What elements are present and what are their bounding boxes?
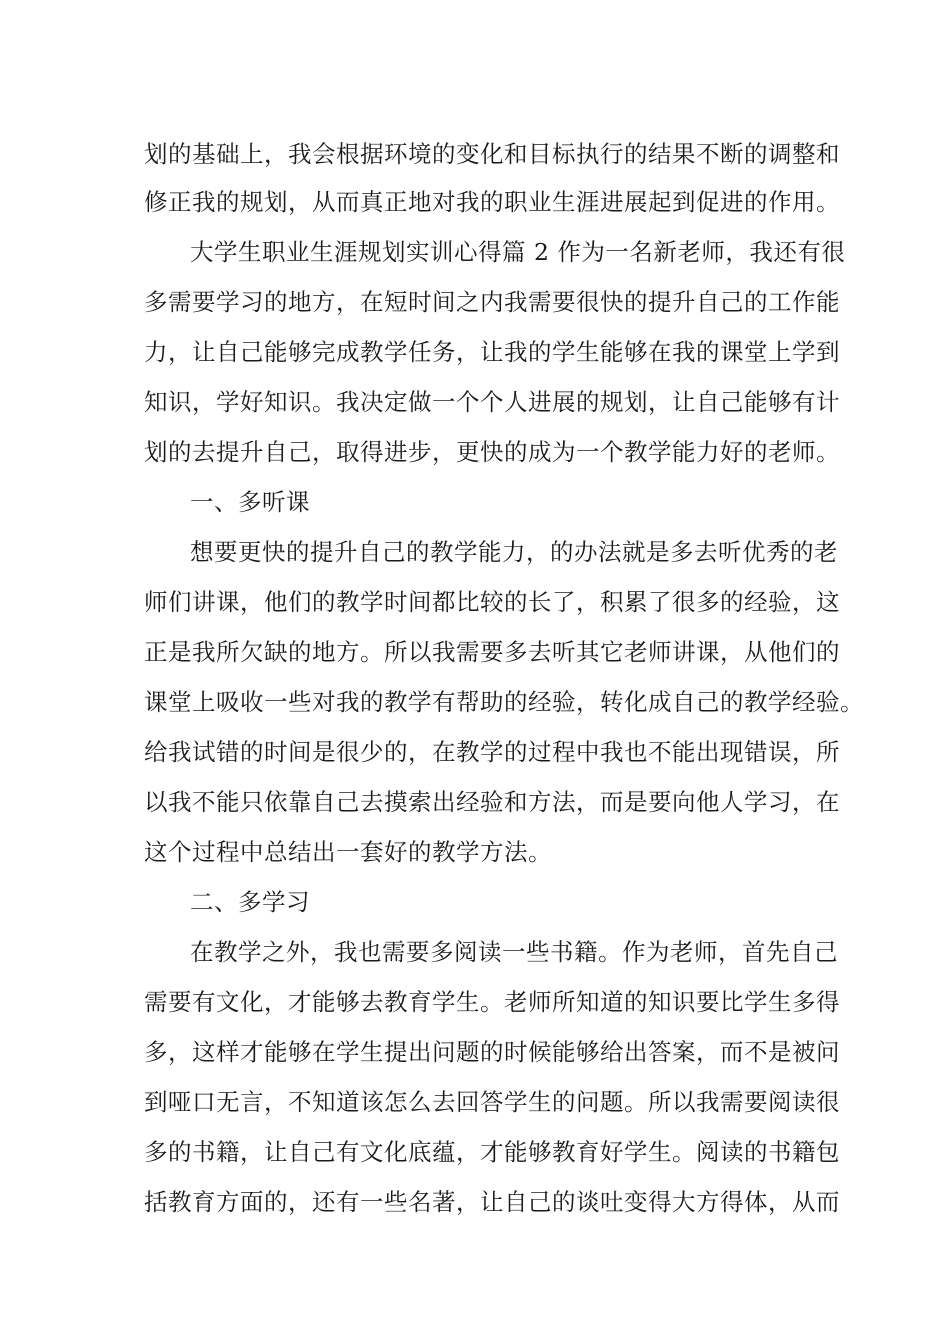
text-line: 正是我所欠缺的地方。所以我需要多去听其它老师讲课，从他们的	[144, 638, 840, 666]
text-line: 这个过程中总结出一套好的教学方法。	[144, 838, 552, 866]
text-line: 需要有文化，才能够去教育学生。老师所知道的知识要比学生多得	[144, 988, 840, 1016]
text-line: 以我不能只依靠自己去摸索出经验和方法，而是要向他人学习，在	[144, 788, 840, 816]
text-line: 到哑口无言，不知道该怎么去回答学生的问题。所以我需要阅读很	[144, 1088, 840, 1116]
text-line: 修正我的规划，从而真正地对我的职业生涯进展起到促进的作用。	[144, 188, 840, 216]
text-line: 划的去提升自己，取得进步，更快的成为一个教学能力好的老师。	[144, 438, 840, 466]
text-line: 划的基础上，我会根据环境的变化和目标执行的结果不断的调整和	[144, 140, 840, 168]
text-line: 师们讲课，他们的教学时间都比较的长了，积累了很多的经验，这	[144, 588, 840, 616]
text-line: 给我试错的时间是很少的，在教学的过程中我也不能出现错误，所	[144, 738, 840, 766]
text-line: 力，让自己能够完成教学任务，让我的学生能够在我的课堂上学到	[144, 338, 840, 366]
text-line: 知识，学好知识。我决定做一个个人进展的规划，让自己能够有计	[144, 388, 840, 416]
text-line: 多需要学习的地方，在短时间之内我需要很快的提升自己的工作能	[144, 288, 840, 316]
section-heading: 一、多听课	[190, 488, 310, 516]
text-line: 多的书籍，让自己有文化底蕴，才能够教育好学生。阅读的书籍包	[144, 1138, 840, 1166]
text-line: 括教育方面的，还有一些名著，让自己的谈吐变得大方得体，从而	[144, 1188, 840, 1216]
text-line: 多，这样才能够在学生提出问题的时候能够给出答案，而不是被问	[144, 1038, 840, 1066]
text-line: 在教学之外，我也需要多阅读一些书籍。作为老师，首先自己	[190, 938, 838, 966]
text-line: 课堂上吸收一些对我的教学有帮助的经验，转化成自己的教学经验。	[144, 688, 864, 716]
text-line: 想要更快的提升自己的教学能力，的办法就是多去听优秀的老	[190, 538, 838, 566]
section-heading: 二、多学习	[190, 888, 310, 916]
paragraph-heading-line: 大学生职业生涯规划实训心得篇 2 作为一名新老师，我还有很	[190, 238, 846, 266]
